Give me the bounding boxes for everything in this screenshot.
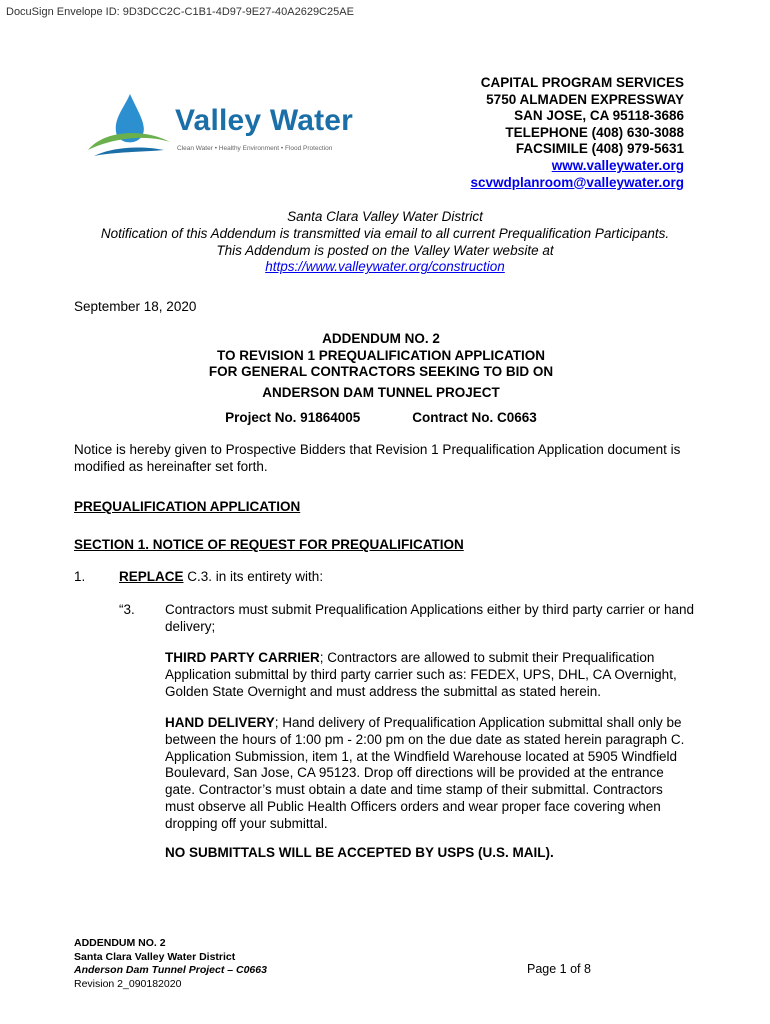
hand-delivery-label: HAND DELIVERY <box>165 715 275 730</box>
replace-keyword: REPLACE <box>119 569 184 584</box>
project-contract-line <box>0 410 762 425</box>
no-usps-notice: NO SUBMITTALS WILL BE ACCEPTED BY USPS (U.S. MAIL). <box>165 845 554 860</box>
document-date: September 18, 2020 <box>74 299 197 314</box>
project-number: Project No. 91864005 <box>225 410 361 425</box>
title-line-1: ADDENDUM NO. 2 <box>322 331 440 346</box>
district-name: Santa Clara Valley Water District <box>287 209 483 224</box>
construction-link[interactable]: https://www.valleywater.org/construction <box>265 259 505 275</box>
footer-project: Anderson Dam Tunnel Project – C0663 <box>74 964 267 976</box>
item-text <box>119 569 323 584</box>
address-telephone: TELEPHONE (408) 630-3088 <box>505 124 684 140</box>
docusign-envelope-id: DocuSign Envelope ID: 9D3DCC2C-C1B1-4D97-9E27-40A2629C25AE <box>6 6 354 18</box>
logo-tagline: Clean Water • Healthy Environment • Flood Protection <box>177 145 333 152</box>
item-number: 1. <box>74 569 86 584</box>
footer-block <box>74 937 267 991</box>
notice-block <box>0 209 770 276</box>
valley-water-logo <box>84 90 364 162</box>
sub-item-text: Contractors must submit Prequalification Applications either by third party carrier or hand delivery; <box>165 602 694 634</box>
posting-notice: This Addendum is posted on the Valley Water website at <box>216 242 554 258</box>
address-department: CAPITAL PROGRAM SERVICES <box>480 75 684 90</box>
email-link[interactable]: scvwdplanroom@valleywater.org <box>470 174 684 190</box>
footer-addendum: ADDENDUM NO. 2 <box>74 937 166 949</box>
address-block <box>471 75 685 191</box>
title-line-3: FOR GENERAL CONTRACTORS SEEKING TO BID ON <box>208 364 554 380</box>
footer-revision: Revision 2_090182020 <box>74 977 182 990</box>
contract-number: Contract No. C0663 <box>412 410 537 425</box>
sub-item-number: “3. <box>119 602 135 617</box>
third-party-text: ; Contractors are allowed to submit their Prequalification Application submittal by third party carrier such as: FEDEX, UPS, DHL, CA Overnight, Golden State Overnight and must address the submittal as stated herein. <box>165 650 677 699</box>
website-link[interactable]: www.valleywater.org <box>551 157 684 173</box>
title-line-2: TO REVISION 1 PREQUALIFICATION APPLICATION <box>216 347 546 363</box>
water-drop-logo-icon <box>84 90 174 162</box>
title-line-4: ANDERSON DAM TUNNEL PROJECT <box>262 384 500 400</box>
item-rest: C.3. in its entirety with: <box>183 569 324 584</box>
address-city: SAN JOSE, CA 95118-3686 <box>514 108 684 124</box>
address-street: 5750 ALMADEN EXPRESSWAY <box>486 91 684 107</box>
logo-name: Valley Water <box>175 104 354 137</box>
notice-paragraph: Notice is hereby given to Prospective Bidders that Revision 1 Prequalification Application document is modified as hereinafter set forth. <box>74 442 681 474</box>
footer-district: Santa Clara Valley Water District <box>74 950 236 963</box>
third-party-label: THIRD PARTY CARRIER <box>165 650 320 665</box>
section-heading: PREQUALIFICATION APPLICATION <box>74 499 301 514</box>
addendum-title <box>0 331 762 401</box>
transmittal-notice: Notification of this Addendum is transmitted via email to all current Prequalification Participants. <box>100 225 670 241</box>
hand-delivery-text: ; Hand delivery of Prequalification Application submittal shall only be between the hours of 1:00 pm - 2:00 pm on the due date as stated herein paragraph C. Application Submission, item 1, at the Windfield Warehouse located at 5905 Windfield Boulevard, San Jose, CA 95123. Drop off directions will be provided at the entrance gate. Contractor’s must obtain a date and time stamp of their submittal. Contractors must observe all Public Health Officers orders and wear proper face covering when dropping off your submittal. <box>165 715 685 831</box>
page-number: Page 1 of 8 <box>527 962 591 976</box>
address-facsimile: FACSIMILE (408) 979-5631 <box>515 141 684 157</box>
hand-delivery-paragraph <box>165 715 695 833</box>
third-party-paragraph <box>165 650 695 700</box>
section-1-heading: SECTION 1. NOTICE OF REQUEST FOR PREQUALIFICATION <box>74 537 464 552</box>
